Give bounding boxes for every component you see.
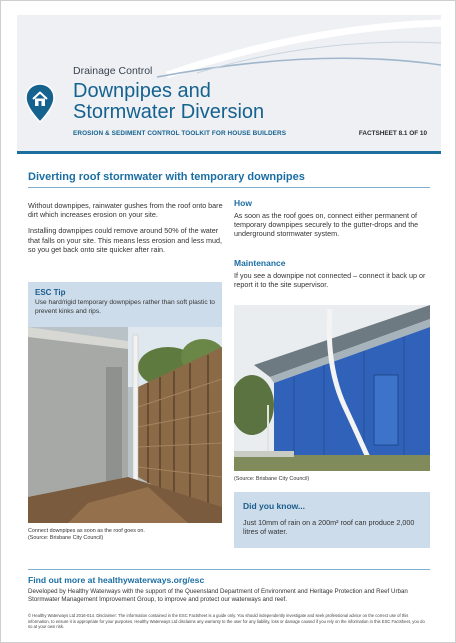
factsheet-number: FACTSHEET 8.1 OF 10 xyxy=(358,130,427,137)
intro-paragraph-2: Installing downpipes could remove around 50% of the water that falls on your site. This means less erosion and less mud, so you get back onto site quicker after rain. xyxy=(28,226,223,254)
did-you-know-text: Just 10mm of rain on a 200m² roof can produce 2,000 litres of water. xyxy=(243,518,415,537)
house-photo-illustration xyxy=(234,305,430,471)
downpipe-site-photo xyxy=(28,327,222,523)
did-you-know-title: Did you know... xyxy=(243,501,306,511)
photo2-caption: (Source: Brisbane City Council) xyxy=(234,476,310,482)
site-photo-illustration xyxy=(28,327,222,523)
how-section xyxy=(234,198,430,239)
blue-wrap-house-photo xyxy=(234,305,430,471)
maintenance-text: If you see a downpipe not connected – connect it back up or report it to the site supervisor. xyxy=(234,271,426,290)
category-label: Drainage Control xyxy=(73,65,153,77)
footer-credits: Developed by Healthy Waterways with the support of the Queensland Department of Environment and Heritage Protection and Reef Urban Stormwater Management Improvement Group, to improve and protect our waterways and reef. xyxy=(28,588,408,604)
how-heading: How xyxy=(234,198,252,208)
disclaimer-text: © Healthy Waterways Ltd 2016-014. Disclaimer: The information contained in the ESC Factsheet is a guide only. You should independently investigate and seek professional advice on the correct use of this information, to ensure it is appropriate for your purposes. Healthy Waterways Ltd disclaims any warranty to the user for any liability, loss or damage caused if you rely on the information in this ESC Factsheet, you do so at your own risk. xyxy=(28,613,425,630)
left-column-intro xyxy=(28,201,224,254)
how-text: As soon as the roof goes on, connect either permanent of temporary downpipes securely to the gutter-drops and the underground stormwater system. xyxy=(234,211,419,239)
heading-divider xyxy=(28,187,430,188)
esc-tip-box xyxy=(28,282,222,327)
esc-tip-text: Use hard/rigid temporary downpipes rather than soft plastic to prevent kinks and rips. xyxy=(35,299,215,315)
page-title: Downpipes and Stormwater Diversion xyxy=(73,80,265,123)
esc-tip-title: ESC Tip xyxy=(35,288,66,297)
intro-paragraph-1: Without downpipes, rainwater gushes from the roof onto bare dirt which increases erosion on your site. xyxy=(28,201,223,220)
header-banner xyxy=(17,15,441,151)
header-divider xyxy=(17,151,441,154)
find-out-more-link[interactable]: Find out more at healthywaterways.org/esc xyxy=(28,575,205,585)
toolkit-subtitle: EROSION & SEDIMENT CONTROL TOOLKIT FOR HOUSE BUILDERS xyxy=(73,130,287,137)
footer-divider xyxy=(28,569,430,570)
house-pin-icon xyxy=(25,83,55,123)
did-you-know-box xyxy=(234,492,430,548)
photo1-caption: Connect downpipes as soon as the roof goes on. (Source: Brisbane City Council) xyxy=(28,528,145,541)
section-heading: Diverting roof stormwater with temporary downpipes xyxy=(28,171,305,183)
maintenance-heading: Maintenance xyxy=(234,258,286,268)
